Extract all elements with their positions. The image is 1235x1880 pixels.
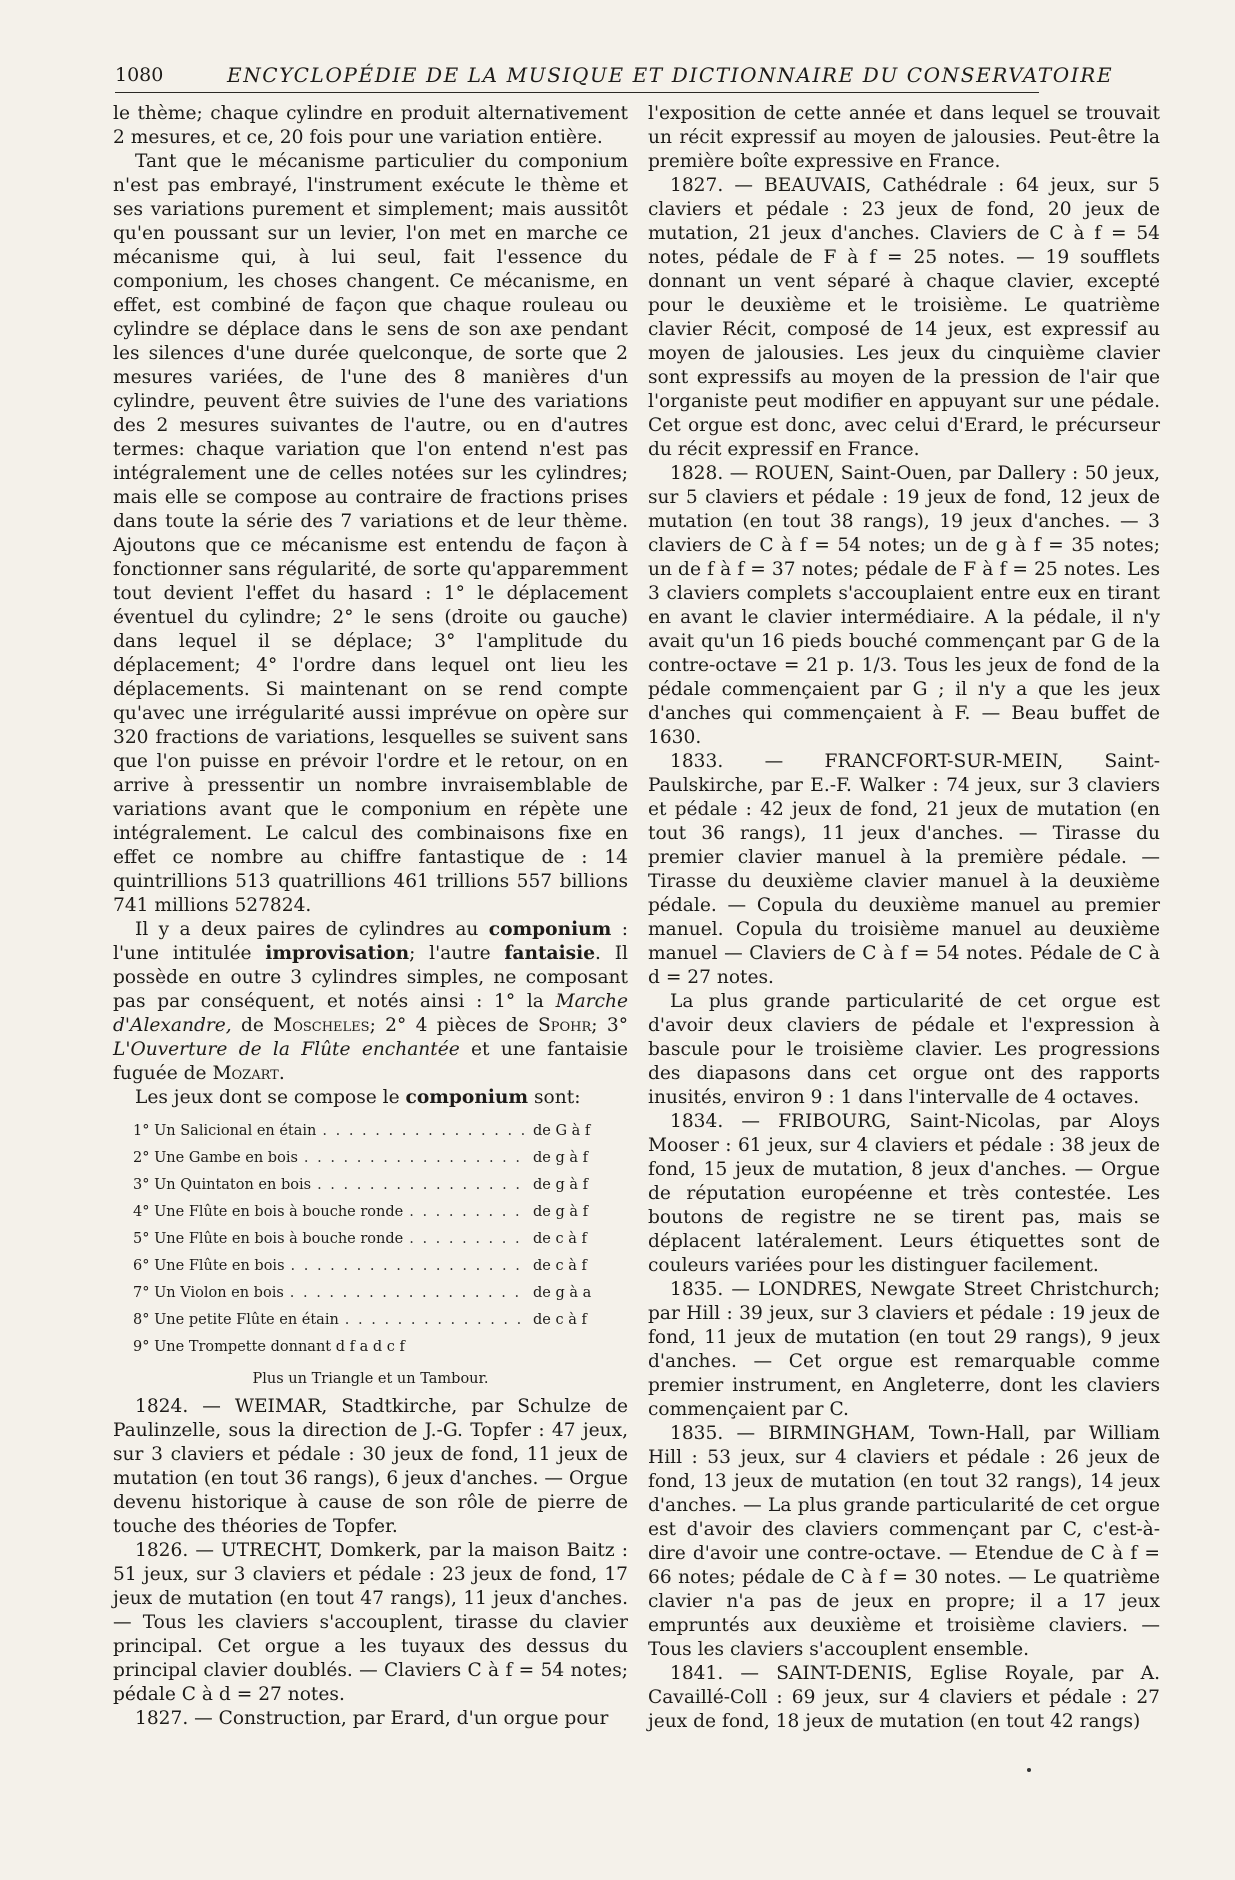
text-run: ; l'autre: [409, 943, 505, 964]
text-run: ; 2° 4 pièces de: [369, 1015, 539, 1036]
stop-label: 7° Un Violon en bois: [133, 1285, 284, 1301]
stop-entry: [113, 1280, 628, 1307]
text-run: componium: [488, 919, 612, 940]
stop-label: 9° Une Trompette donnant d f a d c f: [133, 1339, 405, 1355]
stop-note: Plus un Triangle et un Tambour.: [252, 1371, 489, 1387]
stop-entry: [113, 1253, 628, 1280]
leader-dots: [304, 1145, 527, 1172]
stop-label: 4° Une Flûte en bois à bouche ronde: [133, 1204, 404, 1220]
leader-dots: [291, 1253, 527, 1280]
stop-label: 6° Une Flûte en bois: [133, 1258, 285, 1274]
stop-label: 2° Une Gambe en bois: [133, 1150, 298, 1166]
stop-label: 8° Une petite Flûte en étain: [133, 1312, 339, 1328]
stop-entry: [113, 1226, 628, 1253]
page-header: [115, 62, 1114, 93]
text-run: L'Ouverture de la Flûte enchantée: [113, 1039, 460, 1060]
text-run: de: [231, 1015, 274, 1036]
leader-dots: [317, 1172, 527, 1199]
leader-dots: [409, 1199, 527, 1226]
paragraph: 1835. — LONDRES, Newgate Street Christchurch; par Hill : 39 jeux, sur 3 claviers et pédale : 19 jeux de fond, 11 jeux de mutation (en tout 29 rangs), 9 jeux d'anches. — Cet orgue est remarquable comme premier instrument, en Angleterre, dont les claviers commençaient par C.: [648, 1279, 1160, 1420]
stop-range: de g à f: [533, 1204, 588, 1220]
paragraph: 1824. — WEIMAR, Stadtkirche, par Schulze de Paulinzelle, sous la direction de J.-G. Topfer : 47 jeux, sur 3 claviers et pédale : 30 jeux de fond, 11 jeux de mutation (en tout 36 rangs), 6 jeux d'anches. — Orgue devenu historique à cause de son rôle de pierre de touche des théories de Topfer.: [113, 1396, 628, 1537]
text-run: componium: [405, 1087, 529, 1108]
paragraph: 1828. — ROUEN, Saint-Ouen, par Dallery : 50 jeux, sur 5 claviers et pédale : 19 jeux de fond, 12 jeux de mutation (en tout 38 rangs), 19 jeux d'anches. — 3 claviers de C à f = 54 notes; un de g à f = 35 notes; un de f à f = 37 notes; pédale de F à f = 25 notes. Les 3 claviers complets s'accouplaient entre eux en tirant en avant le clavier intermédiaire. A la pédale, il n'y avait qu'un 16 pieds bouché commençant par G de la contre-octave = 21 p. 1/3. Tous les jeux de fond de la pédale commençaient par G ; il n'y a que les jeux d'anches qui commençaient à F. — Beau buffet de 1630.: [648, 463, 1160, 748]
text-run: fantaisie: [504, 943, 596, 964]
text-run: sont:: [528, 1087, 581, 1108]
paragraph: 1835. — BIRMINGHAM, Town-Hall, par William Hill : 53 jeux, sur 4 claviers et pédale : 26 jeux de fond, 13 jeux de mutation (en tout 32 rangs), 14 jeux d'anches. — La plus grande particularité de cet orgue est d'avoir des claviers commençant par C, c'est-à-dire d'avoir une contre-octave. — Etendue de C à f = 66 notes; pédale de C à f = 30 notes. — Le quatrième clavier n'a pas de jeux en propre; il a 17 jeux empruntés aux deuxième et troisième claviers. — Tous les claviers s'accouplent ensemble.: [648, 1423, 1160, 1660]
leader-dots: [345, 1307, 527, 1334]
text-run: improvisation: [265, 943, 410, 964]
text-run: . Il possède en outre 3 cylindres simples, ne composant pas par conséquent, et notés ainsi : 1° la: [113, 943, 628, 1012]
text-run: Il y a deux paires de cylindres au: [135, 919, 489, 940]
running-title: ENCYCLOPÉDIE DE LA MUSIQUE ET DICTIONNAIRE DU CONSERVATOIRE: [227, 63, 1114, 87]
paragraph: La plus grande particularité de cet orgue est d'avoir deux claviers de pédale et l'expression à bascule pour le troisième clavier. Les progressions des diapasons dans cet orgue ont des rapports inusités, environ 9 : 1 dans l'intervalle de 4 octaves.: [648, 991, 1160, 1108]
stop-label: 1° Un Salicional en étain: [133, 1123, 317, 1139]
stop-range: de g à f: [533, 1177, 588, 1193]
leader-dots: [322, 1118, 527, 1145]
stop-entry: [113, 1199, 628, 1226]
paragraph: 1827. — Construction, par Erard, d'un orgue pour: [135, 1708, 609, 1729]
paragraph: 1833. — FRANCFORT-SUR-MEIN, Saint-Paulskirche, par E.-F. Walker : 74 jeux, sur 3 claviers et pédale : 42 jeux de fond, 21 jeux de mutation (en tout 36 rangs), 11 jeux d'anches. — Tirasse du premier clavier manuel à la première pédale. — Tirasse du deuxième clavier manuel à la deuxième pédale. — Copula du deuxième manuel au premier manuel. Copula du troisième manuel au deuxième manuel — Claviers de C à f = 54 notes. Pédale de C à d = 27 notes.: [648, 751, 1160, 988]
right-column: [648, 102, 1160, 1734]
text-run: Spohr: [538, 1015, 592, 1036]
paragraph: le thème; chaque cylindre en produit alternativement 2 mesures, et ce, 20 fois pour une variation entière.: [113, 103, 628, 148]
text-run: .: [278, 1063, 285, 1084]
paragraph: [113, 918, 628, 1086]
text-run: et une fantaisie fuguée de: [113, 1039, 629, 1084]
stop-entry: [113, 1118, 628, 1145]
text-run: Moscheles: [273, 1015, 370, 1036]
paragraph: l'exposition de cette année et dans lequel se trouvait un récit expressif au moyen de jalousies. Peut-être la première boîte expressive en France.: [648, 103, 1160, 172]
leader-dots: [409, 1226, 527, 1253]
text-run: ; 3°: [591, 1015, 628, 1036]
stop-range: de g à a: [533, 1285, 592, 1301]
stop-range: de g à f: [533, 1150, 588, 1166]
paragraph: Tant que le mécanisme particulier du componium n'est pas embrayé, l'instrument exécute le thème et ses variations purement et simplement; mais aussitôt qu'en poussant sur un levier, l'on met en marche ce mécanisme qui, à lui seul, fait l'essence du componium, les choses changent. Ce mécanisme, en effet, est combiné de façon que chaque rouleau ou cylindre se déplace dans le sens de son axe pendant les silences d'une durée quelconque, de sorte que 2 mesures variées, de l'une des 8 manières d'un cylindre, peuvent être suivies de l'une des variations des 2 mesures suivantes de l'autre, ou en d'autres termes: chaque variation que l'on entend n'est pas intégralement une de celles notées sur les cylindres; mais elle se compose au contraire de fractions prises dans toute la série des 7 variations et de leur thème. Ajoutons que ce mécanisme est entendu de façon à fonctionner sans régularité, de sorte qu'apparemment tout devient l'effet du hasard : 1° le déplacement éventuel du cylindre; 2° le sens (droite ou gauche) dans lequel il se déplace; 3° l'amplitude du déplacement; 4° l'ordre dans lequel ont lieu les déplacements. Si maintenant on se rend compte qu'avec une irrégularité aussi imprévue on opère sur 320 fractions de variations, lesquelles se suivent sans que l'on puisse en prévoir l'ordre et le retour, on en arrive à pressentir un nombre invraisemblable de variations avant que le componium en répète une intégralement. Le calcul des combinaisons fixe en effet ce nombre au chiffre fantastique de : 14 quintrillions 513 quatrillions 461 trillions 557 billions 741 millions 527824.: [113, 151, 628, 916]
text-run: : l'une intitulée: [113, 919, 628, 964]
text-run: Les jeux dont se compose le: [135, 1087, 406, 1108]
text-run: Marche d'Alexandre,: [113, 991, 628, 1036]
paragraph: 1841. — SAINT-DENIS, Eglise Royale, par A. Cavaillé-Coll : 69 jeux, sur 4 claviers et pédale : 27 jeux de fond, 18 jeux de mutation (en tout 42 rangs): [648, 1663, 1160, 1732]
paragraph: 1827. — BEAUVAIS, Cathédrale : 64 jeux, sur 5 claviers et pédale : 23 jeux de fond, 20 jeux de mutation, 21 jeux d'anches. Claviers de C à f = 54 notes, pédale de F à f = 25 notes. — 19 soufflets donnant un vent séparé à chaque clavier, excepté pour le deuxième et le troisième. Le quatrième clavier Récit, composé de 14 jeux, est expressif au moyen de jalousies. Les jeux du cinquième clavier sont expressifs au moyen de la pression de l'air que l'organiste peut modifier en appuyant sur une pédale. Cet orgue est donc, avec celui d'Erard, le précurseur du récit expressif en France.: [648, 175, 1160, 460]
paragraph: 1834. — FRIBOURG, Saint-Nicolas, par Aloys Mooser : 61 jeux, sur 4 claviers et pédale : 38 jeux de fond, 15 jeux de mutation, 8 jeux d'anches. — Orgue de réputation européenne et très contestée. Les boutons de registre ne se tirent pas, mais se déplacent latéralement. Leurs étiquettes sont de couleurs variées pour les distinguer facilement.: [648, 1111, 1160, 1276]
paragraph: 1826. — UTRECHT, Domkerk, par la maison Baitz : 51 jeux, sur 3 claviers et pédale : 23 jeux de fond, 17 jeux de mutation (en tout 47 rangs), 11 jeux d'anches. — Tous les claviers s'accouplent, tirasse du clavier principal. Cet orgue a les tuyaux des dessus du principal clavier doublés. — Claviers C à f = 54 notes; pédale C à d = 27 notes.: [113, 1540, 628, 1705]
stop-entry: [113, 1334, 628, 1361]
text-run: Mozart: [212, 1063, 279, 1084]
stop-range: de c à f: [533, 1312, 587, 1328]
ink-spot: [1027, 1768, 1031, 1772]
stop-entry: [113, 1307, 628, 1334]
stop-range: de c à f: [533, 1231, 587, 1247]
left-column: [113, 102, 628, 1731]
stop-label: 3° Un Quintaton en bois: [133, 1177, 312, 1193]
stop-entry: [113, 1145, 628, 1172]
stop-entry: [113, 1172, 628, 1199]
leader-dots: [290, 1280, 527, 1307]
stop-range: de G à f: [533, 1123, 591, 1139]
componium-stop-list: [113, 1118, 628, 1361]
stop-label: 5° Une Flûte en bois à bouche ronde: [133, 1231, 404, 1247]
stop-range: de c à f: [533, 1258, 587, 1274]
paragraph: [113, 1086, 628, 1110]
page-number: 1080: [115, 64, 164, 86]
